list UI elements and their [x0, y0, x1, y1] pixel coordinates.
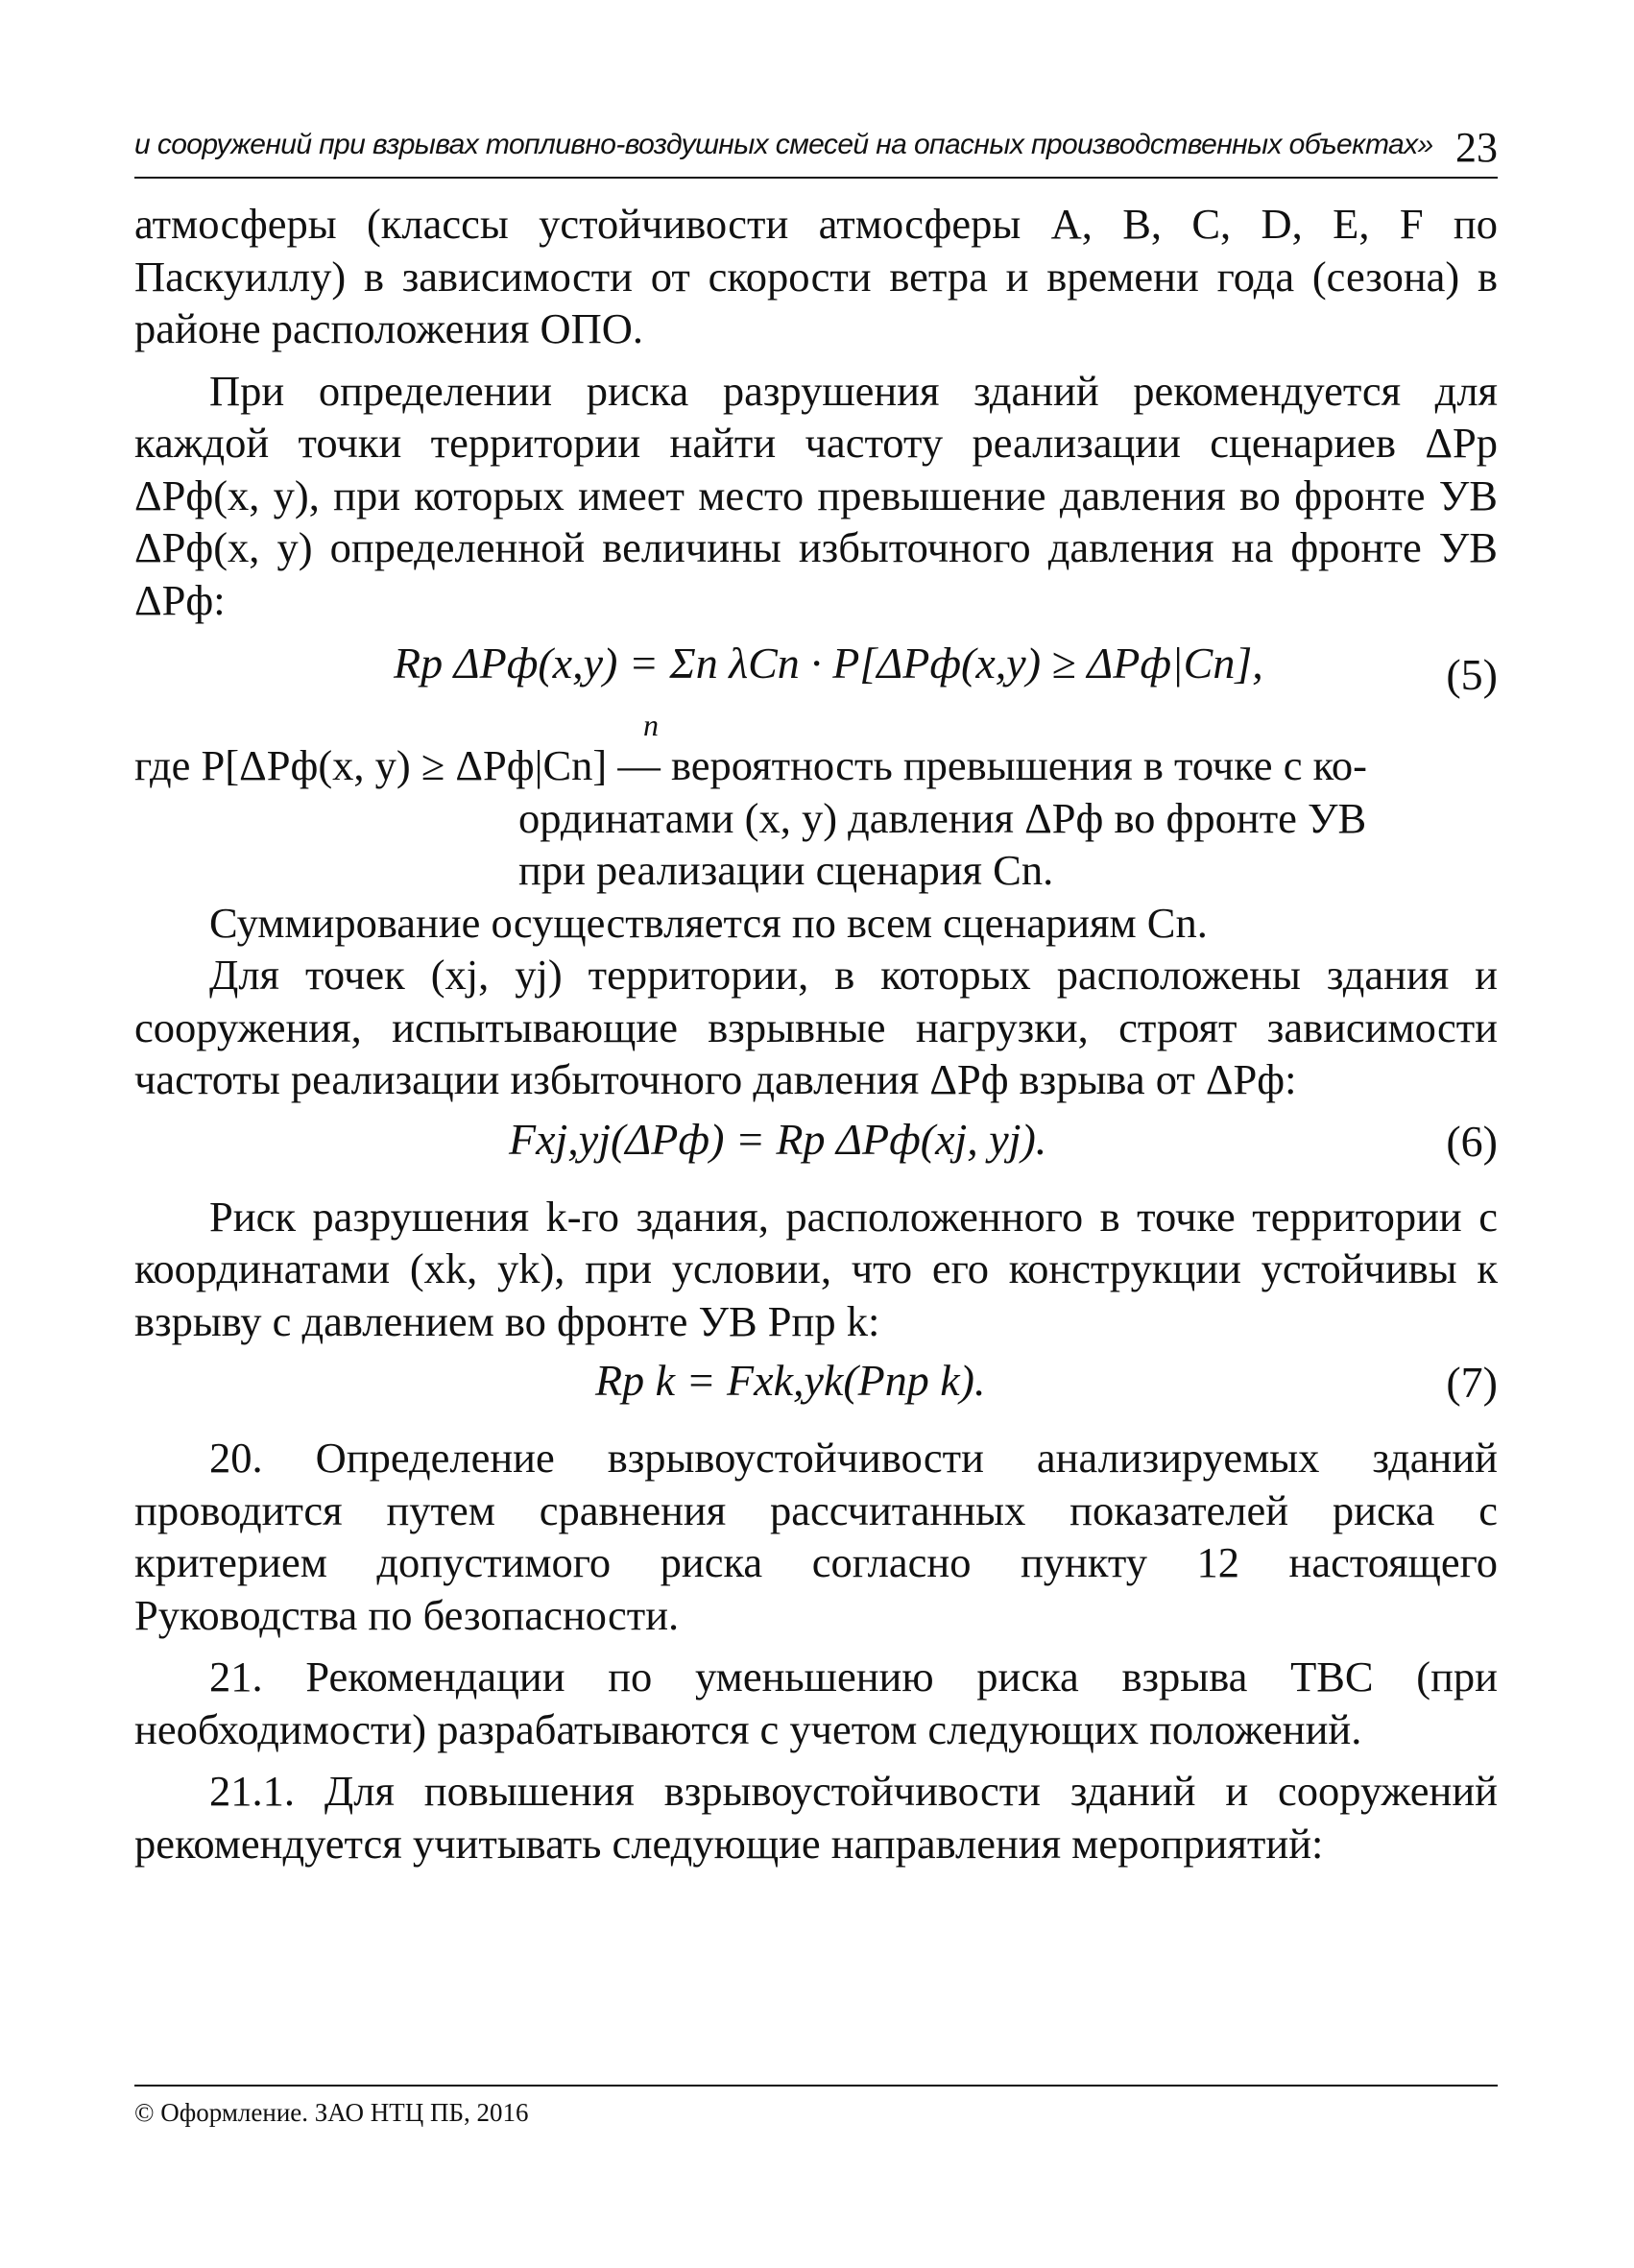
paragraph-8: 21.1. Для повышения взрывоустойчивости зданий и сооружений рекомендуется учитывать следующие направления мероприятий:: [134, 1767, 1498, 1868]
formula-6: [134, 1106, 1498, 1181]
paragraph-6: 20. Определение взрывоустойчивости анализируемых зданий проводится путем сравнения рассчитанных показателей риска с критерием допустимого риска согласно пункту 12 настоящего Руководства по безопасности.: [134, 1434, 1498, 1639]
formula-6-number: (6): [1446, 1116, 1498, 1166]
formula-7: [134, 1347, 1498, 1422]
formula-7-expression: Rр k = Fxk,yk(Pпр k).: [595, 1356, 986, 1405]
page-body: [134, 198, 1498, 1870]
where-clause: [134, 739, 1498, 897]
formula-5: [134, 626, 1498, 742]
where-definition-1: — вероятность превышения в точке с ко-: [617, 741, 1367, 789]
page-number: 23: [1455, 124, 1498, 171]
paragraph-4: Для точек (xj, yj) территории, в которых расположены здания и сооружения, испытывающие взрывные нагрузки, строят зависимости частоты реализации избыточного давления ΔPф взрыва от ΔPф:: [134, 951, 1498, 1103]
paragraph-1: атмосферы (классы устойчивости атмосферы A, B, C, D, E, F по Паскуиллу) в зависимости от скорости ветра и времени года (сезона) в районе расположения ОПО.: [134, 200, 1498, 352]
formula-7-number: (7): [1446, 1358, 1498, 1407]
paragraph-3: Суммирование осуществляется по всем сценариям Cn.: [209, 898, 1208, 947]
formula-5-number: (5): [1446, 650, 1498, 699]
formula-5-expression: Rр ΔPф(x,y) = Σn λCn · P[ΔPф(x,y) ≥ ΔPф|Cn],: [394, 639, 1263, 688]
paragraph-7: 21. Рекомендации по уменьшению риска взрыва ТВС (при необходимости) разрабатываются с учетом следующих положений.: [134, 1653, 1498, 1753]
running-title: и сооружений при взрывах топливно-воздушных смесей на опасных производственных объектах»: [134, 129, 1433, 160]
where-line-1: [134, 739, 1498, 792]
where-label: где P[ΔPф(x, y) ≥ ΔPф|Cn]: [134, 741, 608, 789]
paragraph-2: При определении риска разрушения зданий рекомендуется для каждой точки территории найти частоту реализации сценариев ΔPр ΔPф(x, y), при которых имеет место превышение давления во фронте УВ ΔPф(x, y) определенной величины избыточного давления на фронте УВ ΔPф:: [134, 366, 1498, 624]
formula-6-expression: Fxj,yj(ΔPф) = Rр ΔPф(xj, yj).: [509, 1114, 1047, 1164]
running-header: [134, 123, 1498, 179]
paragraph-5: Риск разрушения k-го здания, расположенного в точке территории с координатами (xk, yk), при условии, что его конструкции устойчивы к взрыву с давлением во фронте УВ Pпр k:: [134, 1192, 1498, 1345]
where-definition-3: при реализации сценария Cn.: [518, 846, 1054, 894]
formula-5-sum-index: n: [643, 708, 659, 742]
where-definition-2: ординатами (x, y) давления ΔPф во фронте УВ: [518, 793, 1367, 842]
copyright-notice: © Оформление. ЗАО НТЦ ПБ, 2016: [134, 2098, 529, 2127]
page-footer: [134, 2085, 1498, 2128]
